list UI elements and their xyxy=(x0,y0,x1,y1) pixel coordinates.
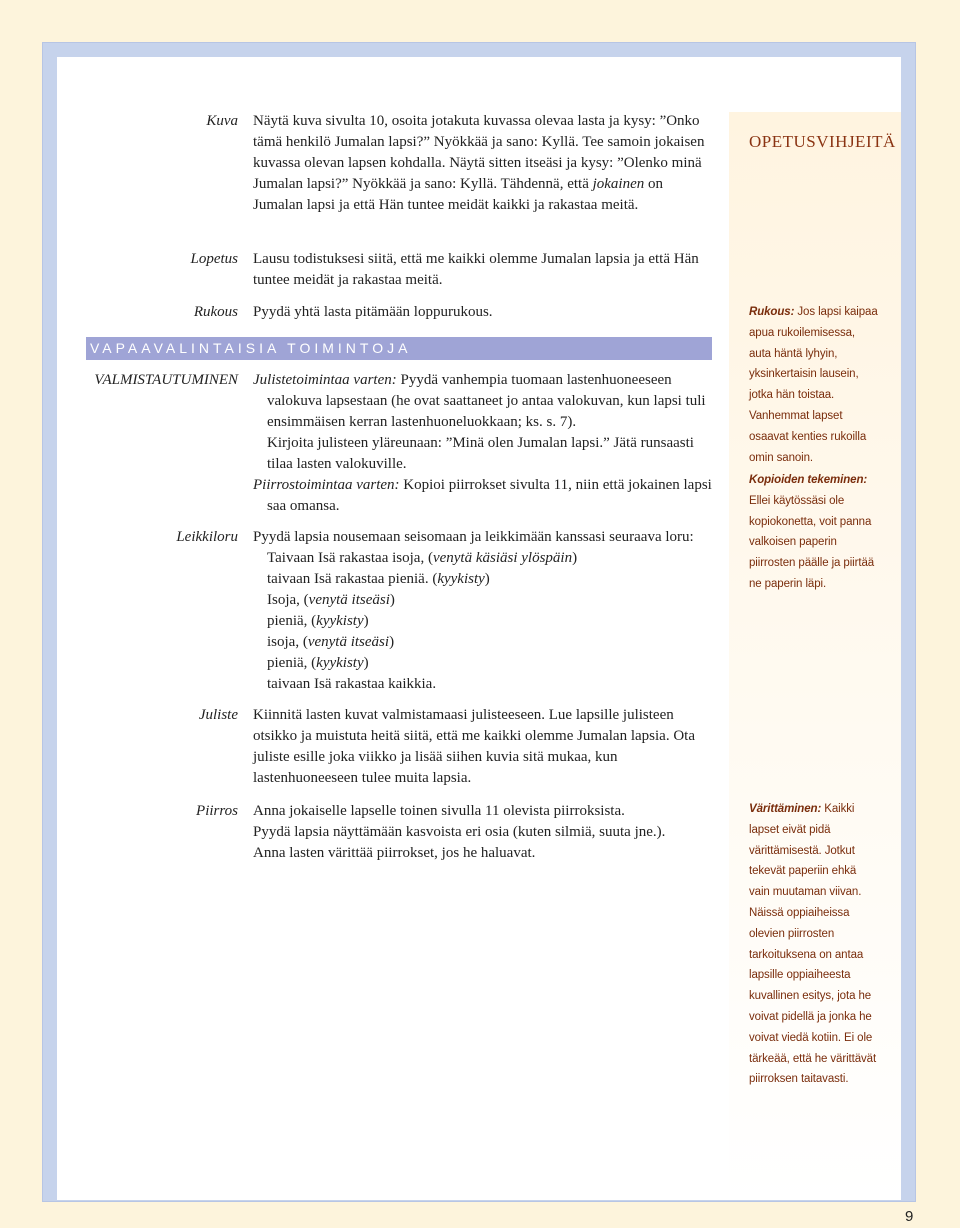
tip-kopioiden: Kopioiden tekeminen: Ellei käytössäsi ole kopiokonetta, voit panna valkoisen paperin piirrosten päälle ja piirtää ne paperin läpi. xyxy=(749,474,875,590)
label-piirros: Piirros xyxy=(196,803,238,819)
label-lopetus: Lopetus xyxy=(190,251,238,267)
prep-item-poster-cont: Kirjoita julisteen yläreunaan: ”Minä olen Jumalan lapsi.” Jätä runsaasti tilaa lasten valokuville. xyxy=(267,435,694,472)
text-valmistautuminen xyxy=(253,370,715,517)
drawing-line: Anna jokaiselle lapselle toinen sivulla 11 olevista piirroksista. xyxy=(253,803,625,819)
text-piirros xyxy=(253,801,715,864)
label-leikkiloru: Leikkiloru xyxy=(176,529,238,545)
text-kuva: Näytä kuva sivulta 10, osoita jotakuta kuvassa olevaa lasta ja kysy: ”Onko tämä henkilö Jumalan lapsi?” Nyökkää ja sano: Kyllä. Tee samoin jokaisen kuvassa olevan lapsen kohdalla. Näytä sitten itseäsi ja kysy: ”Olenko minä Jumalan lapsi?” Nyökkää ja sano: Kyllä. Tähdennä, että jokainen on Jumalan lapsi ja että Hän tuntee meidät kaikki ja rakastaa meitä. xyxy=(253,113,705,213)
label-rukous: Rukous xyxy=(193,304,238,320)
rhyme-line: pieniä, (kyykisty) xyxy=(267,655,369,671)
label-juliste: Juliste xyxy=(198,707,238,723)
emphasis-jokainen: jokainen xyxy=(592,176,645,192)
rhyme-line: taivaan Isä rakastaa pieniä. (kyykisty) xyxy=(267,571,490,587)
rhyme-line: pieniä, (kyykisty) xyxy=(267,613,369,629)
section-title: VAPAAVALINTAISIA TOIMINTOJA xyxy=(90,340,412,356)
label-kuva: Kuva xyxy=(206,113,238,129)
drawing-line: Anna lasten värittää piirrokset, jos he haluavat. xyxy=(253,845,536,861)
rhyme-intro: Pyydä lapsia nousemaan seisomaan ja leikkimään kanssasi seuraava loru: xyxy=(253,529,694,545)
drawing-line: Pyydä lapsia näyttämään kasvoista eri osia (kuten silmiä, suuta jne.). xyxy=(253,824,666,840)
rhyme-line: Isoja, (venytä itseäsi) xyxy=(267,592,395,608)
rhyme-line: isoja, (venytä itseäsi) xyxy=(267,634,395,650)
rhyme-line: taivaan Isä rakastaa kaikkia. xyxy=(267,676,437,692)
label-valmistautuminen: VALMISTAUTUMINEN xyxy=(94,372,238,388)
tips-title: OPETUSVIHJEITÄ xyxy=(749,132,896,151)
tip-rukous: Rukous: Jos lapsi kaipaa apua rukoilemisessa, auta häntä lyhyin, yksinkertaisin lausein, jotka hän toistaa. Vanhemmat lapset osaavat kenties rukoilla omin sanoin. xyxy=(749,306,878,464)
page-number: 9 xyxy=(905,1208,914,1225)
tip-varittaminen: Värittäminen: Kaikki lapset eivät pidä värittämisestä. Jotkut tekevät paperiin ehkä vain muutaman viivan. Näissä oppiaiheissa olevien piirrosten tarkoituksena on antaa lapsille oppiaiheesta kuvallinen esitys, jota he voivat pidellä ja jonka he voivat viedä kotiin. Ei ole tärkeää, että he värittävät piirroksen taitavasti. xyxy=(749,803,877,1086)
text-lopetus: Lausu todistuksesi siitä, että me kaikki olemme Jumalan lapsia ja että Hän tuntee meidät ja rakastaa meitä. xyxy=(253,251,699,288)
text-leikkiloru xyxy=(253,527,715,695)
prep-item-drawing: Piirrostoimintaa varten: Kopioi piirrokset sivulta 11, niin että jokainen lapsi saa omansa. xyxy=(253,477,712,514)
text-juliste: Kiinnitä lasten kuvat valmistamaasi julisteeseen. Lue lapsille julisteen otsikko ja muistuta heitä siitä, että me kaikki olemme Jumalan lapsia. Ota juliste esille joka viikko ja lisää siihen kuvia sitä mukaa, kun lastenhuoneeseen tulee muita lapsia. xyxy=(253,707,695,786)
prep-item-poster: Julistetoimintaa varten: Pyydä vanhempia tuomaan lastenhuoneeseen valokuva lapsestaan (he ovat saattaneet jo antaa valokuvan, kun lapsi tuli ensimmäisen kerran lastenhuoneluokkaan; ks. s. 7). xyxy=(253,372,706,430)
rhyme-line: Taivaan Isä rakastaa isoja, (venytä käsiäsi ylöspäin) xyxy=(267,550,578,566)
text-rukous: Pyydä yhtä lasta pitämään loppurukous. xyxy=(253,304,493,320)
